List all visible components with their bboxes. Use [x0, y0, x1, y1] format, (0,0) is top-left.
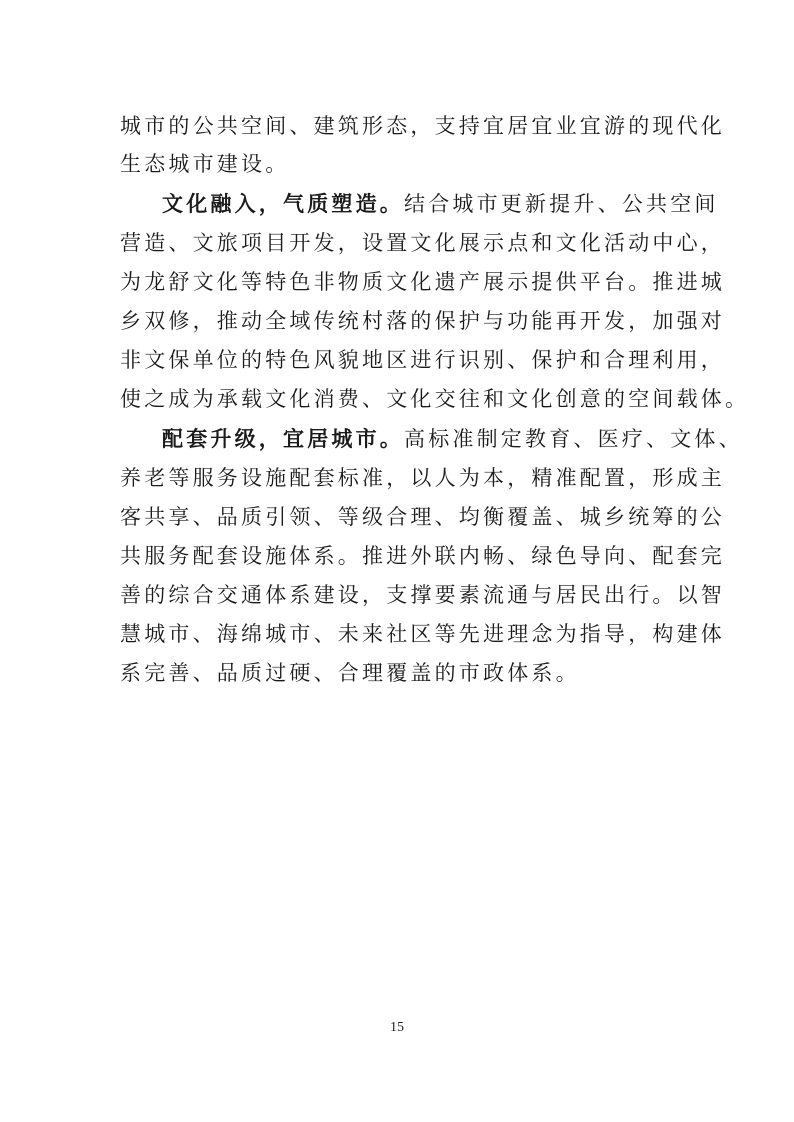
- body-text-line: 养老等服务设施配套标准，以人为本，精准配置，形成主: [120, 466, 725, 490]
- body-text: 高标准制定教育、医疗、文体、: [404, 427, 743, 451]
- body-text-line: 非文保单位的特色风貌地区进行识别、保护和合理利用，: [120, 348, 725, 372]
- body-text-line: 生态城市建设。: [120, 152, 290, 176]
- body-text: 结合城市更新提升、公共空间: [404, 192, 719, 216]
- paragraph-first-line: [162, 190, 719, 218]
- body-text-line: 乡双修，推动全域传统村落的保护与功能再开发，加强对: [120, 309, 725, 333]
- body-text-line: 共服务配套设施体系。推进外联内畅、绿色导向、配套完: [120, 544, 725, 568]
- body-text-line: 为龙舒文化等特色非物质文化遗产展示提供平台。推进城: [120, 270, 725, 294]
- paragraph-lead-heading: 配套升级，宜居城市。: [162, 426, 404, 451]
- body-text-line: 客共享、品质引领、等级合理、均衡覆盖、城乡统筹的公: [120, 505, 725, 529]
- body-text-line: 营造、文旅项目开发，设置文化展示点和文化活动中心，: [120, 231, 725, 255]
- paragraph-first-line: [162, 425, 743, 453]
- paragraph-lead-heading: 文化融入，气质塑造。: [162, 191, 404, 216]
- body-text-line: 慧城市、海绵城市、未来社区等先进理念为指导，构建体: [120, 622, 725, 646]
- body-text-line: 善的综合交通体系建设，支撑要素流通与居民出行。以智: [120, 583, 725, 607]
- body-text-line: 系完善、品质过硬、合理覆盖的市政体系。: [120, 661, 580, 685]
- page-number: 15: [390, 1020, 404, 1035]
- body-text-line: 使之成为承载文化消费、文化交往和文化创意的空间载体。: [120, 387, 750, 411]
- body-text-line: 城市的公共空间、建筑形态，支持宜居宜业宜游的现代化: [120, 114, 725, 138]
